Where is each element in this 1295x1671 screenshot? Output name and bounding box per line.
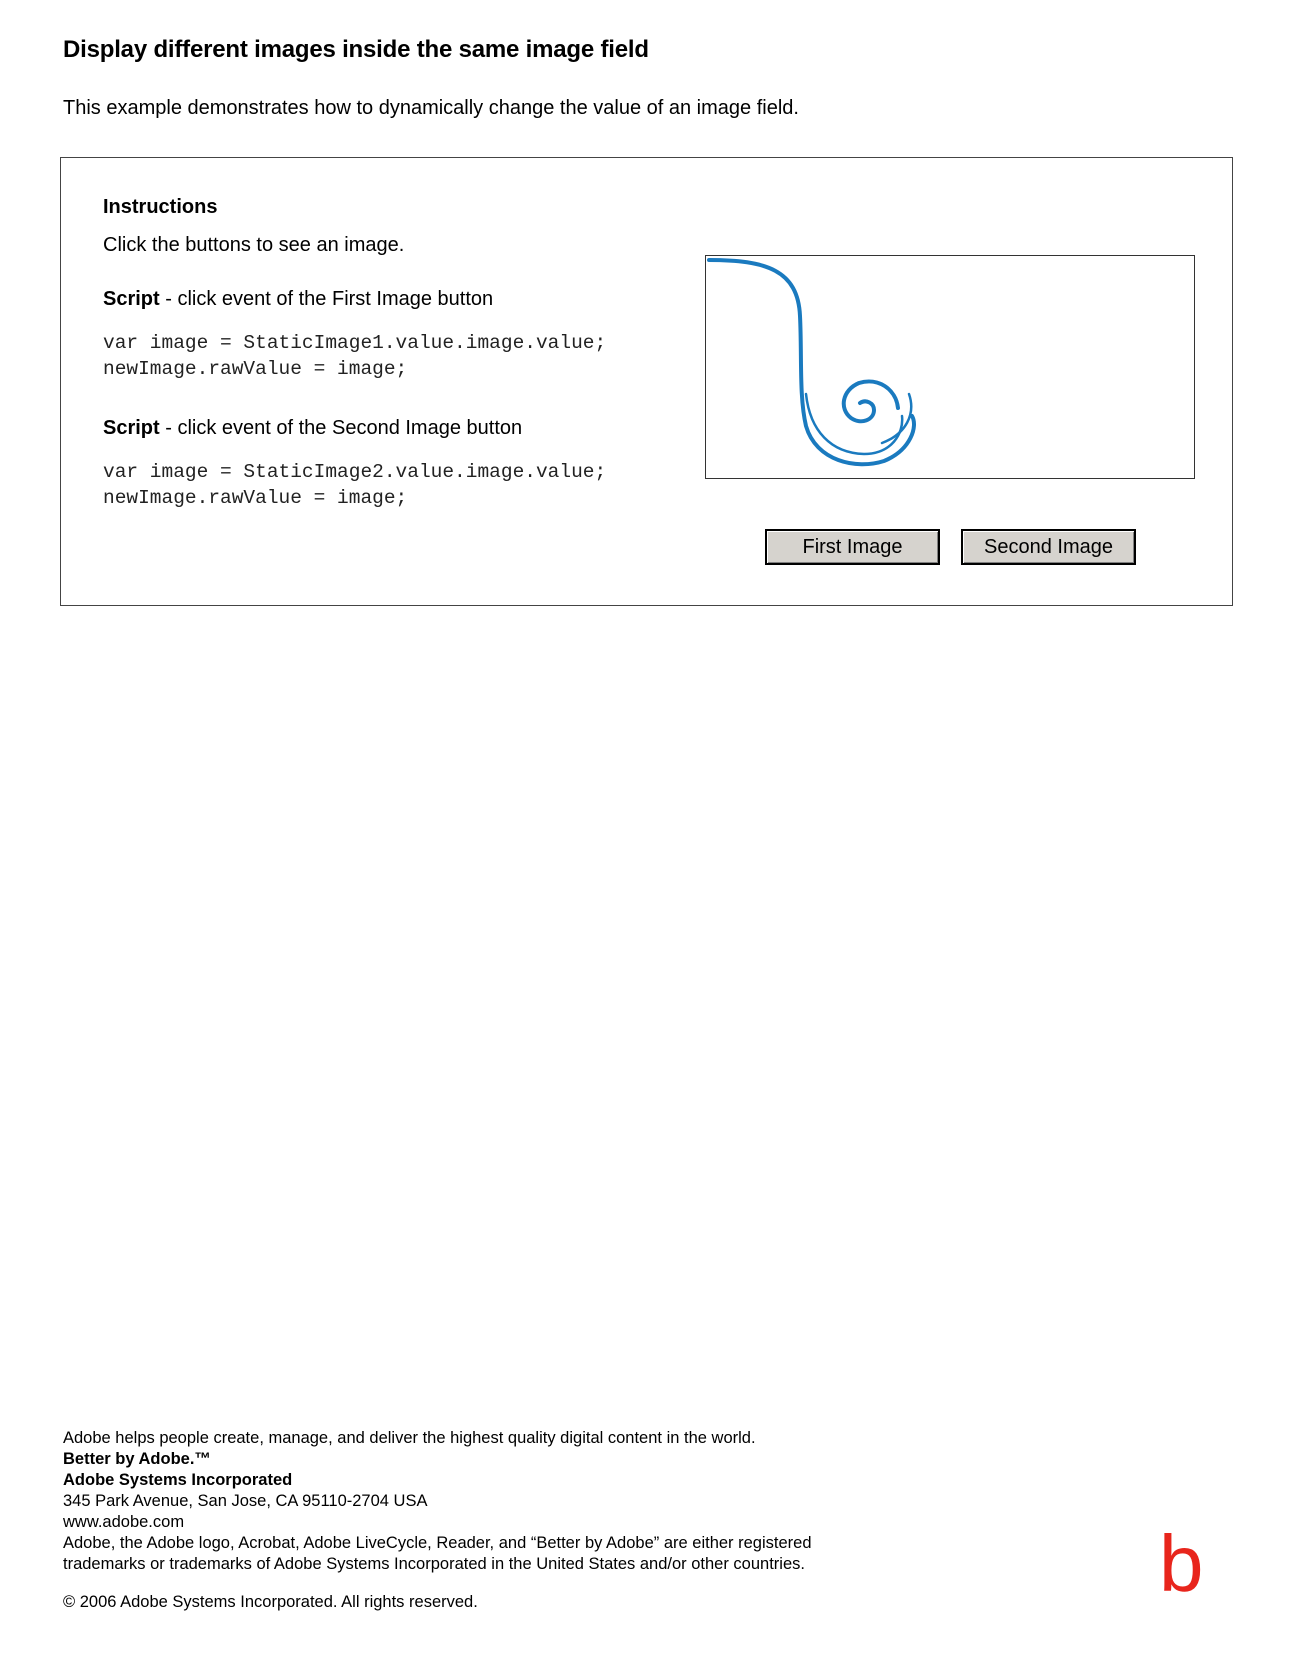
script-description: - click event of the First Image button: [159, 288, 494, 310]
instructions-heading: Instructions: [103, 196, 218, 218]
page-title: Display different images inside the same image field: [63, 36, 649, 63]
instructions-text: Click the buttons to see an image.: [103, 234, 405, 256]
image-field: [705, 255, 1195, 479]
code-block-second: var image = StaticImage2.value.image.value; newImage.rawValue = image;: [103, 461, 607, 509]
script-label-second: [103, 417, 522, 440]
footer-website: www.adobe.com: [63, 1513, 185, 1531]
footer-slogan: Better by Adobe.™: [63, 1450, 211, 1468]
second-image-button[interactable]: Second Image: [961, 529, 1136, 565]
example-panel: [60, 157, 1233, 606]
code-block-first: var image = StaticImage1.value.image.value; newImage.rawValue = image;: [103, 332, 607, 380]
script-label-first: [103, 288, 493, 311]
script-keyword: Script: [103, 417, 160, 439]
blue-swirl-icon: [706, 256, 1194, 478]
footer-tagline: Adobe helps people create, manage, and deliver the highest quality digital content in the world.: [63, 1429, 756, 1447]
script-description: - click event of the Second Image button: [159, 417, 523, 439]
footer: [63, 1428, 812, 1613]
adobe-logo-icon: [1159, 1531, 1209, 1601]
footer-trademark-line-2: trademarks or trademarks of Adobe Systems Incorporated in the United States and/or other countries.: [63, 1555, 805, 1573]
adobe-logo-text: b: [1159, 1531, 1204, 1601]
footer-company: Adobe Systems Incorporated: [63, 1471, 293, 1489]
first-image-button[interactable]: First Image: [765, 529, 940, 565]
page-intro: This example demonstrates how to dynamically change the value of an image field.: [63, 97, 799, 119]
script-keyword: Script: [103, 288, 160, 310]
footer-copyright: © 2006 Adobe Systems Incorporated. All rights reserved.: [63, 1593, 478, 1611]
footer-trademark-line-1: Adobe, the Adobe logo, Acrobat, Adobe LiveCycle, Reader, and “Better by Adobe” are either registered: [63, 1534, 812, 1552]
footer-address: 345 Park Avenue, San Jose, CA 95110-2704 USA: [63, 1492, 428, 1510]
